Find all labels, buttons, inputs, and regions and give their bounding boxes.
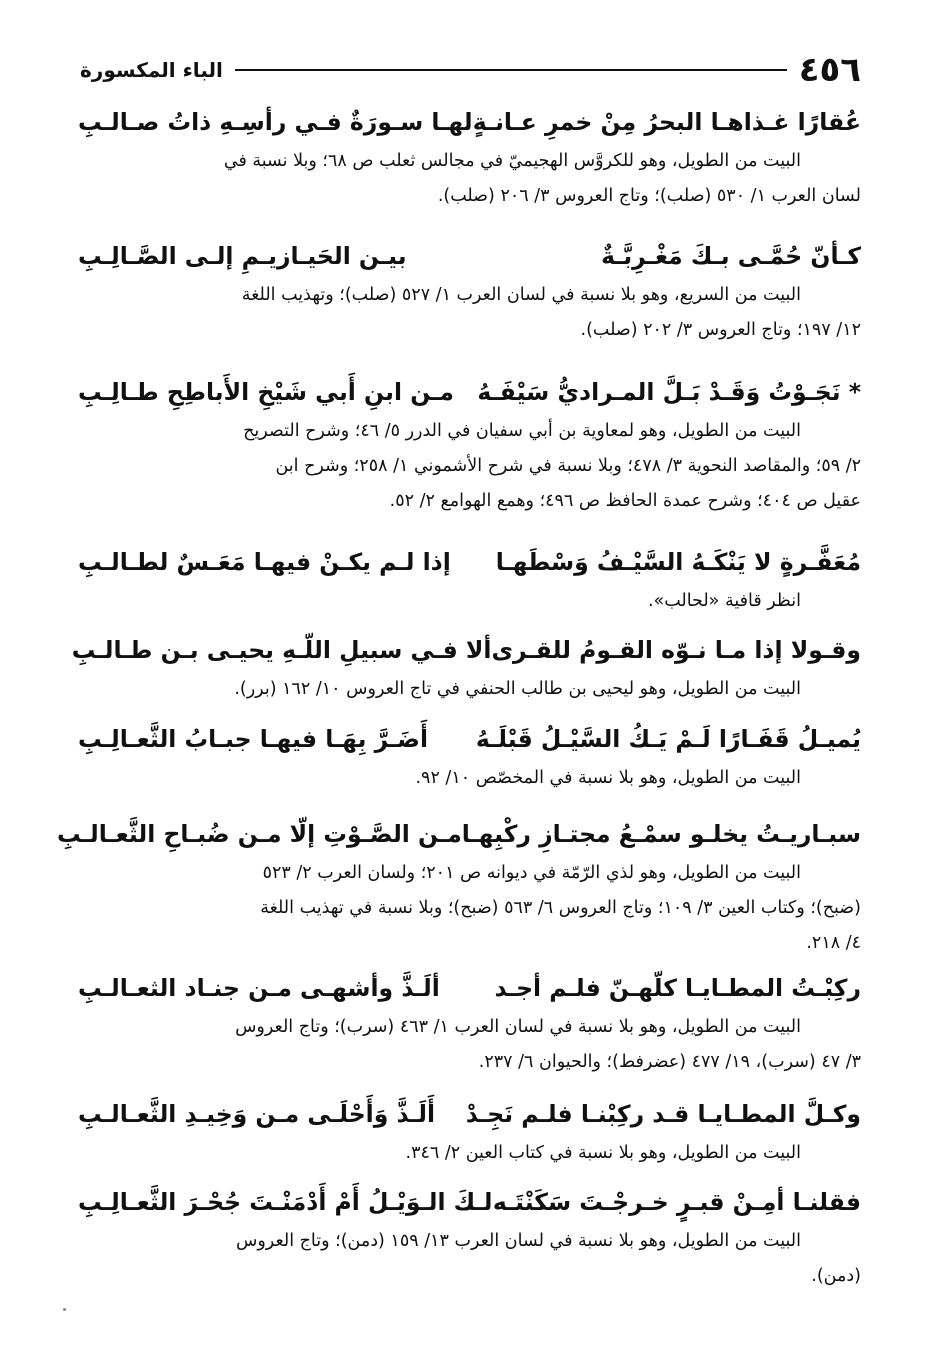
commentary-line: البيت من الطويل، وهو ليحيى بن طالب الحنفي في تاج العروس ١٠/ ١٦٢ (برر). (234, 679, 801, 699)
verse-entry (71, 628, 861, 707)
commentary-line: البيت من الطويل، وهو بلا نسبة في كتاب العين ٢/ ٣٤٦. (405, 1143, 801, 1163)
verse-commentary (78, 1010, 861, 1080)
verse-first-hemistich: مُعَفَّـرةٍ لا يَنْكَـهُ السَّيْـفُ وَسْطَهـا (495, 548, 861, 576)
verse-line (78, 100, 861, 144)
page-header (80, 50, 861, 90)
verse-second-hemistich: ألَـذَّ وأشهـى مـن جنـاد الثعـالـبِ (78, 974, 440, 1002)
verse-second-hemistich: مـن الصَّـوْتِ إلّا مـن ضُبـاحِ الثَّعـالـبِ (56, 820, 462, 848)
commentary-line: عقيل ص ٤٠٤؛ وشرح عمدة الحافظ ص ٤٩٦؛ وهمع الهوامع ٢/ ٥٢. (389, 491, 861, 511)
commentary-line: البيت من الطويل، وهو لذي الرّمّة في ديوانه ص ٢٠١؛ ولسان العرب ٢/ ٥٢٣ (262, 863, 801, 883)
verse-first-hemistich: عُقارًا غـذاهـا البحرُ مِنْ خمرِ عـانـةٍ (472, 108, 861, 136)
verse-entry (78, 1092, 861, 1171)
verse-entry (78, 1180, 861, 1294)
header-rule (235, 69, 787, 71)
commentary-line: البيت من الطويل، وهو بلا نسبة في المخصّص ١٠/ ٩٢. (415, 768, 801, 788)
verse-entry (56, 812, 861, 961)
commentary-line: البيت من الطويل، وهو للكروَّس الهجيميّ في مجالس ثعلب ص ٦٨؛ وبلا نسبة في (223, 151, 801, 171)
verse-commentary (78, 278, 861, 348)
verse-entry (78, 540, 861, 619)
verse-commentary (78, 1136, 861, 1171)
verse-first-hemistich: وكـلَّ المطـايـا قـد ركِبْنـا فلـم نَجِـدْ (465, 1100, 861, 1128)
commentary-line: لسان العرب ١/ ٥٣٠ (صلب)؛ وتاج العروس ٣/ ٢٠٦ (صلب). (437, 186, 861, 206)
verse-commentary (78, 414, 861, 519)
verse-second-hemistich: لـكَ الـوَيْـلُ أَمْ أَدْمَنْـتَ جُحْـرَ الثَّعـالِـبِ (78, 1188, 493, 1216)
commentary-line: البيت من الطويل، وهو بلا نسبة في لسان العرب ١٣/ ١٥٩ (دمن)؛ وتاج العروس (235, 1231, 801, 1251)
verse-second-hemistich: أَلَـذَّ وَأَحْلَـى مـن وَخِيـدِ الثَّعـالـبِ (78, 1100, 436, 1128)
verse-commentary (78, 856, 861, 961)
verse-entry (78, 234, 861, 348)
commentary-line: ٢/ ٥٩؛ والمقاصد النحوية ٣/ ٤٧٨؛ وبلا نسبة في شرح الأشموني ١/ ٢٥٨؛ وشرح ابن (275, 456, 861, 476)
commentary-line: البيت من الطويل، وهو بلا نسبة في لسان العرب ١/ ٤٦٣ (سرب)؛ وتاج العروس (235, 1017, 801, 1037)
verse-commentary (78, 1224, 861, 1294)
verse-line (78, 540, 861, 584)
commentary-line: ٣/ ٤٧ (سرب)، ١٩/ ٤٧٧ (عضرفط)؛ والحيوان ٦/ ٢٣٧. (478, 1052, 861, 1072)
commentary-line: انظر قافية «لحالب». (647, 591, 801, 611)
verse-second-hemistich: مـن ابنِ أَبي شَيْخِ الأَباطِحِ طـالِـبِ (78, 378, 454, 406)
page-number: ٤٥٦ (798, 50, 861, 90)
verse-first-hemistich: وقـولا إذا مـا نـوّه القـومُ للقـرى (491, 636, 861, 664)
commentary-line: ١٢/ ١٩٧؛ وتاج العروس ٣/ ٢٠٢ (صلب). (580, 320, 861, 340)
verse-first-hemistich: * نَجَـوْتُ وَقَـدْ بَـلَّ المـراديُّ سَيْفَـهُ (477, 378, 861, 406)
commentary-line: البيت من الطويل، وهو لمعاوية بن أبي سفيان في الدرر ٥/ ٤٦؛ وشرح التصريح (243, 421, 801, 441)
commentary-line: (ضبح)؛ وكتاب العين ٣/ ١٠٩؛ وتاج العروس ٦/ ٥٦٣ (ضبح)؛ وبلا نسبة في تهذيب اللغة (260, 898, 861, 918)
verse-first-hemistich: يُميـلُ قَفَـارًا لَـمْ يَـكُ السَّيْـلُ قَبْلَـهُ (475, 725, 861, 753)
verse-second-hemistich: بيـن الحَيـازيـمِ إلـى الصَّـالِـبِ (78, 242, 407, 270)
scan-dot (63, 1308, 66, 1311)
verse-line (71, 628, 861, 672)
verse-first-hemistich: ركِبْـتُ المطـايـا كلّهـنّ فلـم أجـد (494, 974, 861, 1002)
verse-line (56, 812, 861, 856)
verse-first-hemistich: فقلنـا أمِـنْ قبـرٍ خـرجْـتَ سَكَنْتَـه (492, 1188, 861, 1216)
verse-second-hemistich: لهـا سـورَةٌ فـي رأسِـهِ ذاتُ صـالـبِ (78, 108, 473, 136)
verse-entry (78, 717, 861, 796)
verse-entry (78, 100, 861, 214)
verse-first-hemistich: كـأنّ حُمَّـى بـكَ مَغْـرِبَّـةٌ (601, 242, 861, 270)
verse-commentary (78, 584, 861, 619)
verse-entry (78, 370, 861, 519)
verse-line (78, 234, 861, 278)
commentary-line: ٤/ ٢١٨. (806, 933, 861, 953)
verse-second-hemistich: أَضَـرَّ بِهَـا فيهـا جبـابُ الثَّعـالِـبِ (78, 725, 429, 753)
verse-commentary (78, 144, 861, 214)
verse-commentary (78, 761, 861, 796)
verse-second-hemistich: إذا لـم يكـنْ فيهـا مَعَـسٌ لطـالـبِ (78, 548, 451, 576)
verse-line (78, 1180, 861, 1224)
verse-line (78, 1092, 861, 1136)
commentary-line: (دمن). (811, 1266, 861, 1286)
verse-line (78, 966, 861, 1010)
verse-line (78, 717, 861, 761)
verse-first-hemistich: سبـاريـتُ يخلـو سمْـعُ مجتـازِ ركْبِهـا (461, 820, 861, 848)
running-head: الباء المكسورة (80, 58, 223, 82)
verse-commentary (78, 672, 861, 707)
verse-line (78, 370, 861, 414)
verse-second-hemistich: ألا فـي سبيلِ اللّـهِ يحيـى بـن طـالـبِ (71, 636, 492, 664)
commentary-line: البيت من السريع، وهو بلا نسبة في لسان العرب ١/ ٥٢٧ (صلب)؛ وتهذيب اللغة (241, 285, 801, 305)
verse-entry (78, 966, 861, 1080)
